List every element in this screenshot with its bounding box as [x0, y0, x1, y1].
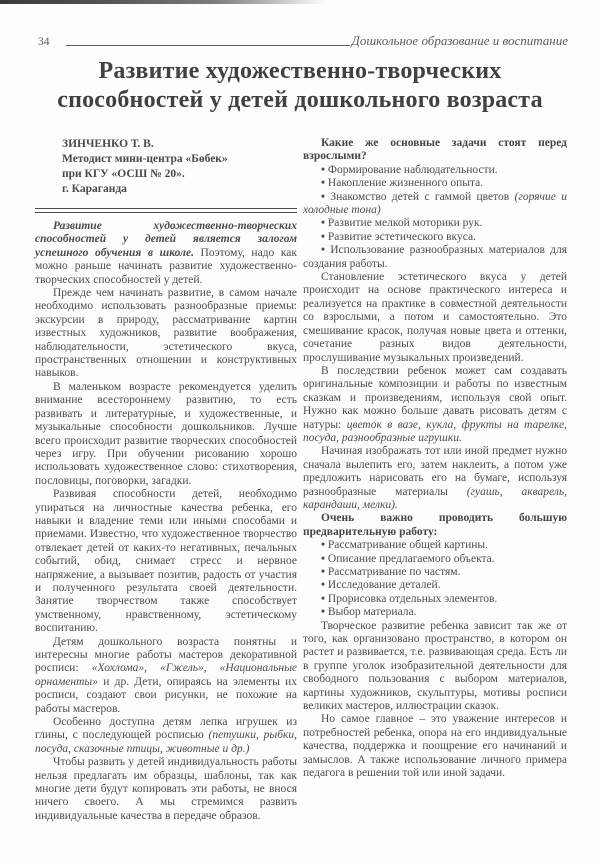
text-segment: цветок в вазе, кукла, фрукты на тарелке, посуда, разнообразные игрушки. — [303, 418, 567, 444]
bullet-item — [303, 217, 567, 230]
section-heading — [303, 512, 567, 539]
text-segment: (петушки, рыбки, посуда, сказочные птицы, животные и др.) — [35, 729, 297, 755]
bullet-icon: • — [321, 552, 328, 565]
bullet-item — [303, 566, 567, 579]
text-segment: Развитие эстетического вкуса. — [327, 230, 476, 243]
bullet-icon: • — [321, 163, 328, 176]
left-column-body — [35, 220, 297, 823]
text-segment: Прорисовка отдельных элементов. — [327, 592, 498, 605]
bullet-item — [303, 606, 567, 619]
text-segment: Очень важно проводить большую предварительную работу: — [303, 512, 567, 538]
text-segment: Чтобы развить у детей индивидуальность работы нельзя предлагать им образцы, шаблоны, так как многие дети будут копировать эти работы, не внося ничего своего. А мы стремимся развить индивидуальные качества в передаче образов. — [35, 756, 297, 822]
bullet-icon: • — [321, 230, 328, 243]
body-paragraph — [35, 716, 297, 756]
author-city: г. Караганда — [62, 183, 127, 195]
text-segment: Прежде чем начинать развитие, в самом начале необходимо использовать разнообразные приемы: экскурсии в природу, рассматривание картин известных художников, развитие воображения, наблюдательности, эстетического вкуса, пространственных отношении и конструктивных навыков. — [35, 287, 297, 380]
body-paragraph — [35, 287, 297, 381]
author-name: ЗИНЧЕНКО Т. В. — [62, 138, 154, 150]
author-block — [62, 137, 297, 197]
text-segment: Формирование наблюдательности. — [327, 163, 498, 176]
bullet-item — [303, 593, 567, 606]
bullet-icon: • — [321, 566, 328, 578]
bullet-item — [303, 164, 567, 177]
author-position: Методист мини-центра «Бөбек» — [62, 153, 228, 165]
bullet-icon: • — [321, 592, 328, 605]
text-segment: «Хохлома», «Гжель», «Национальные орнаменты» — [35, 662, 298, 688]
text-segment: Выбор материала. — [327, 606, 417, 619]
text-segment: и др. Дети, опираясь на элементы их росписи, создают свои рисунки, не похожие на работы мастеров. — [35, 675, 297, 715]
bullet-item — [303, 244, 567, 271]
bullet-icon: • — [321, 579, 328, 592]
text-segment: Поэтому, надо как можно раньше начинать развитие художественно-творческих способностей у детей. — [35, 246, 297, 286]
text-segment: Использование разнообразных материалов для создания работы. — [303, 244, 567, 270]
page-header — [38, 33, 568, 49]
article-title-line2: способностей у детей дошкольного возраста — [57, 87, 543, 113]
body-paragraph — [35, 488, 297, 635]
right-column — [303, 137, 567, 781]
text-segment: (гуашь, акварель, карандаши, мелки). — [303, 485, 567, 511]
bullet-item — [303, 553, 567, 566]
body-paragraph — [303, 620, 567, 714]
bullet-icon: • — [321, 539, 328, 552]
text-segment: Особенно доступна детям лепка игрушек из глины, с последующей росписью — [35, 716, 297, 742]
author-separator-rule — [35, 208, 297, 213]
author-institution: при КГУ «ОСШ № 20». — [62, 168, 185, 180]
bullet-icon: • — [321, 217, 328, 230]
left-column — [35, 137, 297, 823]
right-column-body — [303, 137, 567, 781]
text-segment: Рассматривание по частям. — [327, 566, 461, 578]
text-segment: Творческое развитие ребенка зависит так же от того, как организовано пространство, в котором он растет и развивается, т.е. развивающая среда. Есть ли в группе уголок изобразительной деятельности для свободного пользования с выбором материалов, картины художников, скульптуры, мотивы росписи великих мастеров, иллюстрации сказок. — [303, 619, 567, 713]
text-segment: Развивая способности детей, необходимо упираться на личностные качества ребенка, его навыки и владение теми или иными способами и приемами. Известно, что художественное творчество отвлекает детей от каких-то негативных, печальных событий, обид, снимает стресс и нервное напряжение, а вызывает позитив, радость от участия и полученного результата своей деятельности. Занятие творчеством также способствует умственному, нравственному, эстетическому воспитанию. — [35, 488, 297, 635]
text-segment: Становление эстетического вкуса у детей происходит на основе практического интереса и реализуется на практике в совместной деятельности со взрослыми, а потом и самостоятельно. Это смешивание красок, получая новые цвета и оттенки, сочетание разных видов деятельности, прослушивание музыкальных произведений. — [303, 271, 567, 364]
section-heading — [303, 137, 567, 164]
body-paragraph — [303, 713, 567, 780]
body-paragraph — [303, 445, 567, 512]
text-segment: Исследование деталей. — [327, 579, 441, 592]
text-segment: (горячие и холодные тона) — [303, 190, 567, 217]
text-segment: Накопление жизненного опыта. — [327, 177, 484, 190]
text-segment: Развитие художественно-творческих способностей у детей является залогом успешного обучения в школе. — [35, 220, 297, 259]
page-number: 34 — [38, 36, 50, 48]
body-paragraph — [35, 636, 297, 716]
text-segment: Рассматривание общей картины. — [327, 539, 489, 552]
article-title-line1: Развитие художественно-творческих — [98, 58, 502, 84]
bullet-icon: • — [321, 177, 328, 190]
text-segment: Знакомство детей с гаммой цветов — [330, 190, 515, 203]
text-segment: В маленьком возрасте рекомендуется уделить внимание всестороннему развитию, то есть развивать и литературные, и художественные, и музыкальные способности дошкольников. Лучше всего происходит развитие творческих способностей через игру. При обучении рисованию хорошо использовать художественное слово: стихотворения, пословицы, поговорки, загадки. — [35, 380, 297, 487]
bullet-item — [303, 177, 567, 190]
text-segment: Но самое главное – это уважение интересов и потребностей ребенка, опора на его индивидуальные качества, поддержка и поощрение его начинаний и замыслов. А также использование личного примера педагога в решении той или иной задачи. — [303, 713, 567, 780]
header-rule — [66, 45, 350, 46]
bullet-icon: • — [321, 244, 331, 257]
text-segment: В последствии ребенок может сам создавать оригинальные композиции и работы по известным сказкам и произведениям, используя свой опыт. Нужно как можно больше давать рисовать детям с натуры: — [303, 364, 567, 431]
text-segment: Начиная изображать тот или иной предмет нужно сначала вылепить его, затем наклеить, а потом уже предложить нарисовать его на бумаге, используя разнообразные материалы — [303, 445, 567, 498]
bullet-item — [303, 231, 567, 244]
bullet-item — [303, 579, 567, 592]
text-segment: Описание предлагаемого объекта. — [327, 552, 495, 565]
body-paragraph — [35, 381, 297, 488]
text-segment: Какие же основные задачи стоят перед взрослыми? — [303, 137, 567, 163]
scan-edge-artifact — [0, 0, 600, 4]
body-paragraph — [35, 756, 297, 823]
bullet-item — [303, 191, 567, 218]
text-segment: Развитие мелкой моторики рук. — [327, 217, 483, 230]
body-paragraph — [35, 220, 297, 287]
article-title — [0, 57, 600, 115]
body-paragraph — [303, 271, 567, 365]
journal-title: Дошкольное образование и воспитание — [351, 33, 568, 48]
text-segment: Детям дошкольного возраста понятны и интересны многие работы мастеров декоративной росписи: — [35, 635, 297, 675]
bullet-icon: • — [321, 190, 331, 203]
bullet-icon: • — [321, 606, 328, 619]
body-paragraph — [303, 365, 567, 445]
bullet-item — [303, 539, 567, 552]
